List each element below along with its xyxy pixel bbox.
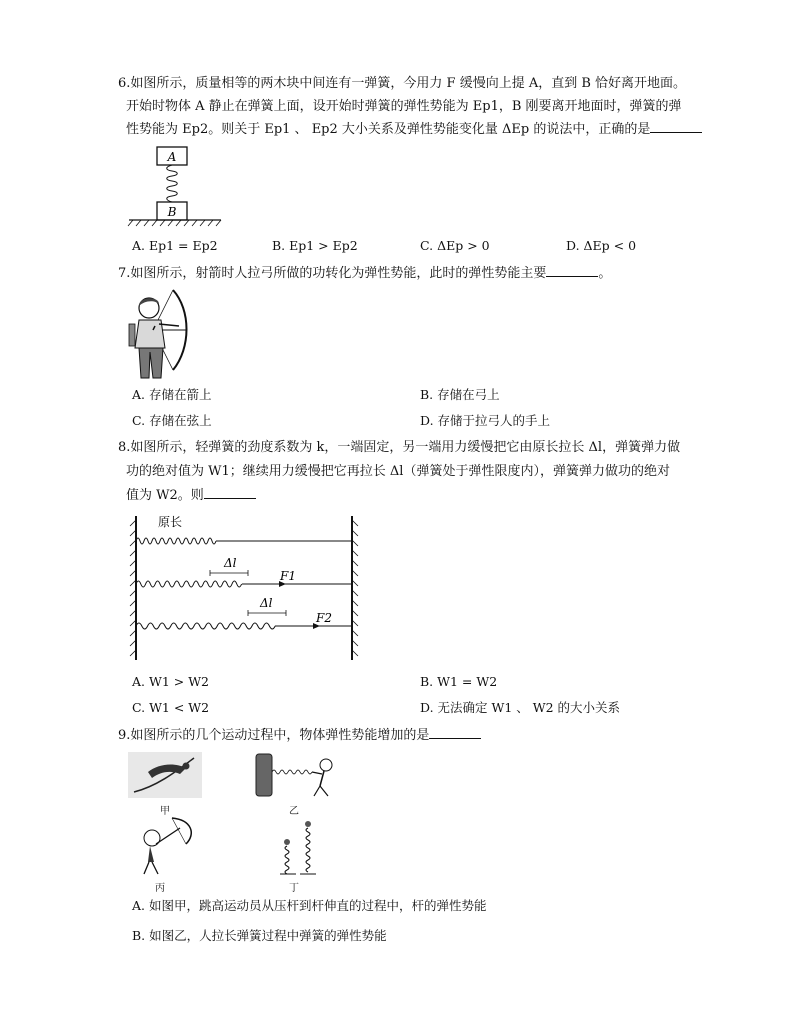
q8-answer-blank	[204, 486, 256, 499]
q7-line-1-text: 7.如图所示，射箭时人拉弓所做的功转化为弹性势能，此时的弹性势能主要	[118, 266, 547, 281]
q6-figure	[125, 142, 225, 232]
q9-yi-person-head	[320, 759, 332, 771]
q7-option-c[interactable]: C. 存储在弦上	[132, 413, 212, 428]
q8-origin-label: 原长	[158, 515, 183, 529]
q9-ding-spring-right	[306, 828, 310, 872]
q9-ding-ball-left	[284, 839, 290, 845]
q6-option-b[interactable]: B. Ep1 > Ep2	[272, 238, 358, 253]
q6-block-b-label: B	[167, 205, 177, 219]
q9-answer-blank	[429, 726, 481, 739]
q9-springs-figure	[278, 818, 328, 876]
q9-wall-post	[256, 754, 272, 796]
q8-spring-stretched-2	[136, 623, 275, 629]
q9-pull-spring-figure	[254, 752, 336, 798]
q6-line-2: 开始时物体 A 静止在弹簧上面，设开始时弹簧的弹性势能为 Ep1，B 刚要离开地面时，弹簧的弹	[126, 99, 682, 114]
q9-yi-person-legs	[314, 786, 328, 796]
q7-option-b[interactable]: B. 存储在弓上	[420, 387, 500, 402]
q9-bing-person-body	[148, 846, 154, 862]
q8-f2-label: F2	[316, 611, 332, 625]
q9-ding-spring-left	[285, 846, 289, 874]
q9-option-b[interactable]: B. 如图乙，人拉长弹簧过程中弹簧的弹性势能	[132, 928, 387, 943]
q7-archer-figure	[125, 286, 195, 382]
q8-option-b[interactable]: B. W1 = W2	[420, 674, 498, 689]
q9-caption-bing: 丙	[155, 883, 165, 894]
q8-dl1-label: Δl	[224, 556, 237, 570]
q8-dl2-label: Δl	[260, 596, 273, 610]
q7-option-a[interactable]: A. 存储在箭上	[132, 387, 212, 402]
q8-line-2: 功的绝对值为 W1；继续用力缓慢把它再拉长 Δl（弹簧处于弹性限度内），弹簧弹力做功的绝对	[126, 464, 670, 479]
q7-legs	[139, 348, 163, 378]
q8-line-3-text: 值为 W2。则	[126, 488, 204, 503]
q9-ding-ball-right	[305, 821, 311, 827]
q9-vaulter-head	[183, 763, 190, 770]
q6-line-1: 6.如图所示，质量相等的两木块中间连有一弹簧，今用力 F 缓慢向上提 A，直到 B 恰好离开地面。	[118, 76, 687, 91]
q8-line-1: 8.如图所示，轻弹簧的劲度系数为 k，一端固定，另一端用力缓慢把它由原长拉长 Δl，弹簧弹力做	[118, 440, 681, 455]
q8-spring-figure	[128, 510, 368, 660]
q6-ground-hatch	[128, 220, 221, 226]
q7-line-1	[118, 264, 611, 284]
q9-pole-vault-figure	[128, 752, 202, 798]
q7-line-1-end: 。	[598, 266, 612, 281]
q8-spring-stretched-1	[136, 581, 242, 587]
q8-option-d[interactable]: D. 无法确定 W1 、 W2 的大小关系	[420, 700, 621, 715]
q8-spring-original	[136, 538, 216, 544]
q9-caption-yi: 乙	[289, 806, 299, 817]
q8-option-a[interactable]: A. W1 > W2	[132, 674, 209, 689]
q9-line-1-text: 9.如图所示的几个运动过程中，物体弹性势能增加的是	[118, 728, 430, 743]
q6-answer-blank	[650, 120, 702, 133]
q6-line-3-text: 性势能为 Ep2。则关于 Ep1 、 Ep2 大小关系及弹性势能变化量 ΔEp 的说法中，正确的是	[126, 122, 651, 137]
q7-option-d[interactable]: D. 存储于拉弓人的手上	[420, 413, 551, 428]
q9-yi-person-arm	[312, 772, 322, 774]
q6-spring	[167, 165, 178, 202]
q9-caption-ding: 丁	[289, 883, 299, 894]
q8-option-c[interactable]: C. W1 < W2	[132, 700, 210, 715]
q6-option-a[interactable]: A. Ep1 = Ep2	[132, 238, 218, 253]
q9-option-a[interactable]: A. 如图甲，跳高运动员从压杆到杆伸直的过程中，杆的弹性势能	[132, 898, 487, 913]
q6-block-a-label: A	[167, 150, 177, 164]
q6-option-c[interactable]: C. ΔEp > 0	[420, 238, 490, 253]
q9-archer-figure	[134, 814, 198, 876]
q9-bing-person-legs	[144, 862, 158, 874]
q9-line-1	[118, 726, 481, 746]
q7-answer-blank	[546, 264, 598, 277]
q8-line-3	[126, 486, 256, 506]
q6-line-3	[126, 120, 702, 140]
q7-quiver	[129, 324, 135, 346]
q9-yi-spring	[272, 770, 312, 774]
q9-caption-jia: 甲	[160, 806, 170, 817]
q6-option-d[interactable]: D. ΔEp < 0	[566, 238, 637, 253]
q8-f1-label: F1	[280, 569, 296, 583]
